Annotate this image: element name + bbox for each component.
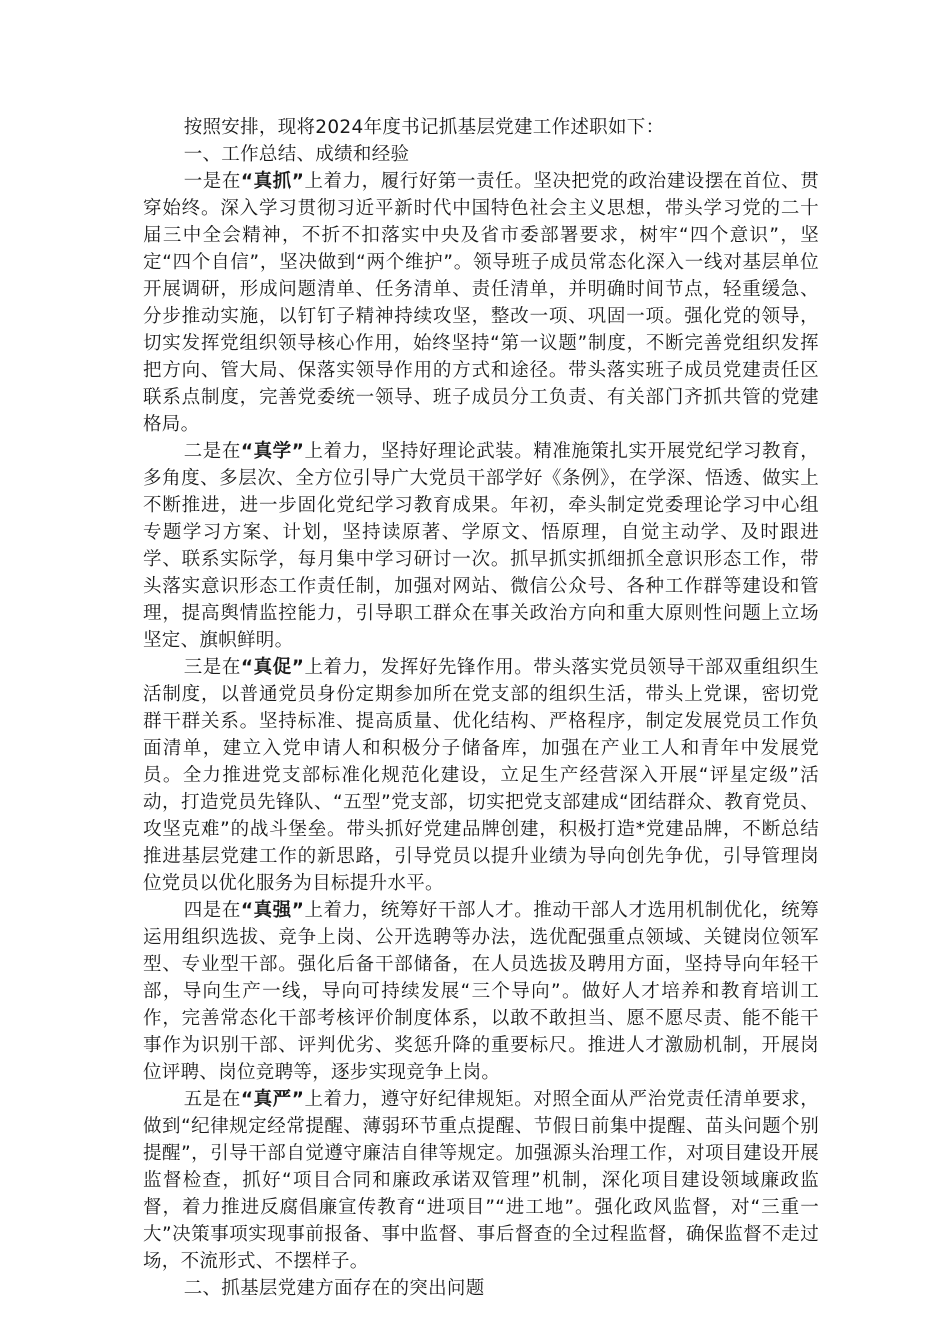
paragraph-3-text: 上着力，发挥好先锋作用。带头落实党员领导干部双重组织生活制度，以普通党员身份定期参加所在党支部的组织生活，带头上党课，密切党群干群关系。坚持标准、提高质量、优化结构、严格程序，制定发展党员工作负面清单，建立入党申请人和积极分子储备库，加强在产业工人和青年中发展党员。全力推进党支部标准化规范化建设，立足生产经营深入开展“评星定级”活动，打造党员先锋队、“五型”党支部，切实把党支部建成“团结群众、教育党员、攻坚克难”的战斗堡垒。带头抓好党建品牌创建，积极打造*党建品牌，不断总结推进基层党建工作的新思路，引导党员以提升业绩为导向创先争优，引导管理岗位党员以优化服务为目标提升水平。 bbox=[143, 657, 819, 894]
paragraph-4-keyword: “真强” bbox=[240, 900, 305, 921]
paragraph-2-text: 上着力，坚持好理论武装。精准施策扎实开展党纪学习教育，多角度、多层次、全方位引导广大党员干部学好《条例》，在学深、悟透、做实上不断推进，进一步固化党纪学习教育成果。年初，牵头制定党委理论学习中心组专题学习方案、计划，坚持读原著、学原文、悟原理，自觉主动学、及时跟进学、联系实际学，每月集中学习研讨一次。抓早抓实抓细抓全意识形态工作，带头落实意识形态工作责任制，加强对网站、微信公众号、各种工作群等建设和管理，提高舆情监控能力，引导职工群众在事关政治方向和重大原则性问题上立场坚定、旗帜鲜明。 bbox=[143, 441, 819, 651]
section-1-heading: 一、工作总结、成绩和经验 bbox=[183, 144, 410, 165]
paragraph-4-lead: 四是在 bbox=[183, 900, 241, 921]
paragraph-3-lead: 三是在 bbox=[183, 657, 241, 678]
paragraph-2-keyword: “真学” bbox=[240, 441, 305, 462]
paragraph-4-text: 上着力，统筹好干部人才。推动干部人才选用机制优化，统筹运用组织选拔、竞争上岗、公开选聘等办法，选优配强重点领域、关键岗位领军型、专业型干部。强化后备干部储备，在人员选拔及聘用方面，坚持导向年轻干部，导向生产一线，导向可持续发展“三个导向”。做好人才培养和教育培训工作，完善常态化干部考核评价制度体系，以敢不敢担当、愿不愿尽责、能不能干事作为识别干部、评判优劣、奖惩升降的重要标尺。推进人才激励机制，开展岗位评聘、岗位竞聘等，逐步实现竞争上岗。 bbox=[143, 900, 819, 1083]
paragraph-3-keyword: “真促” bbox=[240, 657, 305, 678]
intro-paragraph: 按照安排，现将2024年度书记抓基层党建工作述职如下： bbox=[183, 117, 665, 138]
paragraph-5-text: 上着力，遵守好纪律规矩。对照全面从严治党责任清单要求，做到“纪律规定经常提醒、薄弱环节重点提醒、节假日前集中提醒、苗头问题个别提醒”，引导干部自觉遵守廉洁自律等规定。加强源头治理工作，对项目建设开展监督检查，抓好“项目合同和廉政承诺双管理”机制，深化项目建设领域廉政监督，着力推进反腐倡廉宣传教育“进项目”“进工地”。强化政风监督，对“三重一大”决策事项实现事前报备、事中监督、事后督查的全过程监督，确保监督不走过场，不流形式、不摆样子。 bbox=[143, 1089, 819, 1272]
section-2-heading: 二、抓基层党建方面存在的突出问题 bbox=[183, 1278, 485, 1299]
paragraph-1 bbox=[143, 168, 819, 438]
paragraph-5 bbox=[143, 1086, 819, 1275]
paragraph-4 bbox=[143, 897, 819, 1086]
paragraph-3 bbox=[143, 654, 819, 897]
paragraph-5-keyword: “真严” bbox=[240, 1089, 305, 1110]
paragraph-1-text: 上着力，履行好第一责任。坚决把党的政治建设摆在首位、贯穿始终。深入学习贯彻习近平新时代中国特色社会主义思想，带头学习党的二十届三中全会精神，不折不扣落实中央及省市委部署要求，树牢“四个意识”，坚定“四个自信”，坚决做到“两个维护”。领导班子成员常态化深入一线对基层单位开展调研，形成问题清单、任务清单、责任清单，并明确时间节点，轻重缓急、分步推动实施，以钉钉子精神持续攻坚，整改一项、巩固一项。强化党的领导，切实发挥党组织领导核心作用，始终坚持“第一议题”制度，不断完善党组织发挥把方向、管大局、保落实领导作用的方式和途径。带头落实班子成员党建责任区联系点制度，完善党委统一领导、班子成员分工负责、有关部门齐抓共管的党建格局。 bbox=[143, 171, 819, 435]
paragraph-1-keyword: “真抓” bbox=[240, 171, 305, 192]
paragraph-1-lead: 一是在 bbox=[183, 171, 241, 192]
paragraph-5-lead: 五是在 bbox=[183, 1089, 241, 1110]
paragraph-2 bbox=[143, 438, 819, 654]
document-body bbox=[143, 114, 819, 1302]
paragraph-2-lead: 二是在 bbox=[183, 441, 241, 462]
